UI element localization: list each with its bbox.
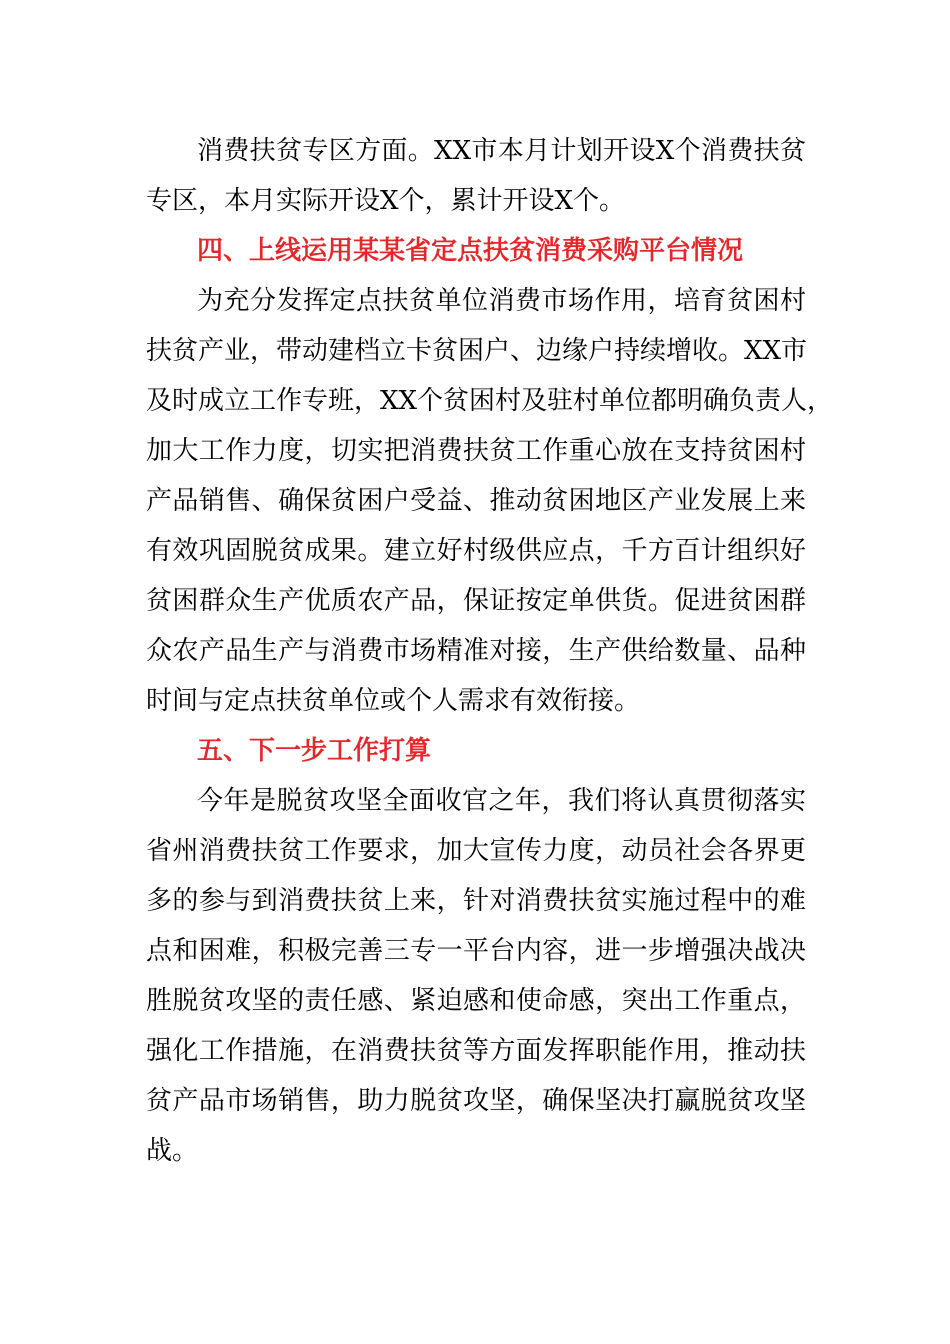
paragraph-line: 省州消费扶贫工作要求，加大宣传力度，动员社会各界更: [146, 836, 806, 866]
section-heading-5: 五、下一步工作打算: [197, 736, 432, 766]
paragraph-line: 胜脱贫攻坚的责任感、紧迫感和使命感，突出工作重点，: [146, 986, 806, 1016]
paragraph-line: 今年是脱贫攻坚全面收官之年，我们将认真贯彻落实: [197, 786, 806, 816]
paragraph-line: 众农产品生产与消费市场精准对接，生产供给数量、品种: [146, 636, 806, 666]
paragraph-line: 时间与定点扶贫单位或个人需求有效衔接。: [146, 686, 641, 716]
paragraph-line: 有效巩固脱贫成果。建立好村级供应点，千方百计组织好: [146, 536, 806, 566]
section-heading-4: 四、上线运用某某省定点扶贫消费采购平台情况: [197, 236, 744, 266]
paragraph-line: 点和困难，积极完善三专一平台内容，进一步增强决战决: [146, 936, 806, 966]
paragraph-line: 扶贫产业，带动建档立卡贫困户、边缘户持续增收。XX市: [146, 336, 808, 366]
paragraph-line: 消费扶贫专区方面。XX市本月计划开设X个消费扶贫: [197, 136, 806, 166]
paragraph-line: 贫产品市场销售，助力脱贫攻坚，确保坚决打赢脱贫攻坚: [146, 1086, 806, 1116]
paragraph-line: 战。: [146, 1136, 199, 1166]
paragraph-line: 加大工作力度，切实把消费扶贫工作重心放在支持贫困村: [146, 436, 806, 466]
paragraph-line: 产品销售、确保贫困户受益、推动贫困地区产业发展上来: [146, 486, 806, 516]
paragraph-line: 及时成立工作专班，XX个贫困村及驻村单位都明确负责人，: [146, 386, 834, 416]
paragraph-line: 专区，本月实际开设X个，累计开设X个。: [146, 186, 626, 216]
paragraph-line: 贫困群众生产优质农产品，保证按定单供货。促进贫困群: [146, 586, 806, 616]
paragraph-line: 为充分发挥定点扶贫单位消费市场作用，培育贫困村: [197, 286, 806, 316]
paragraph-line: 多的参与到消费扶贫上来，针对消费扶贫实施过程中的难: [146, 886, 806, 916]
paragraph-line: 强化工作措施，在消费扶贫等方面发挥职能作用，推动扶: [146, 1036, 806, 1066]
